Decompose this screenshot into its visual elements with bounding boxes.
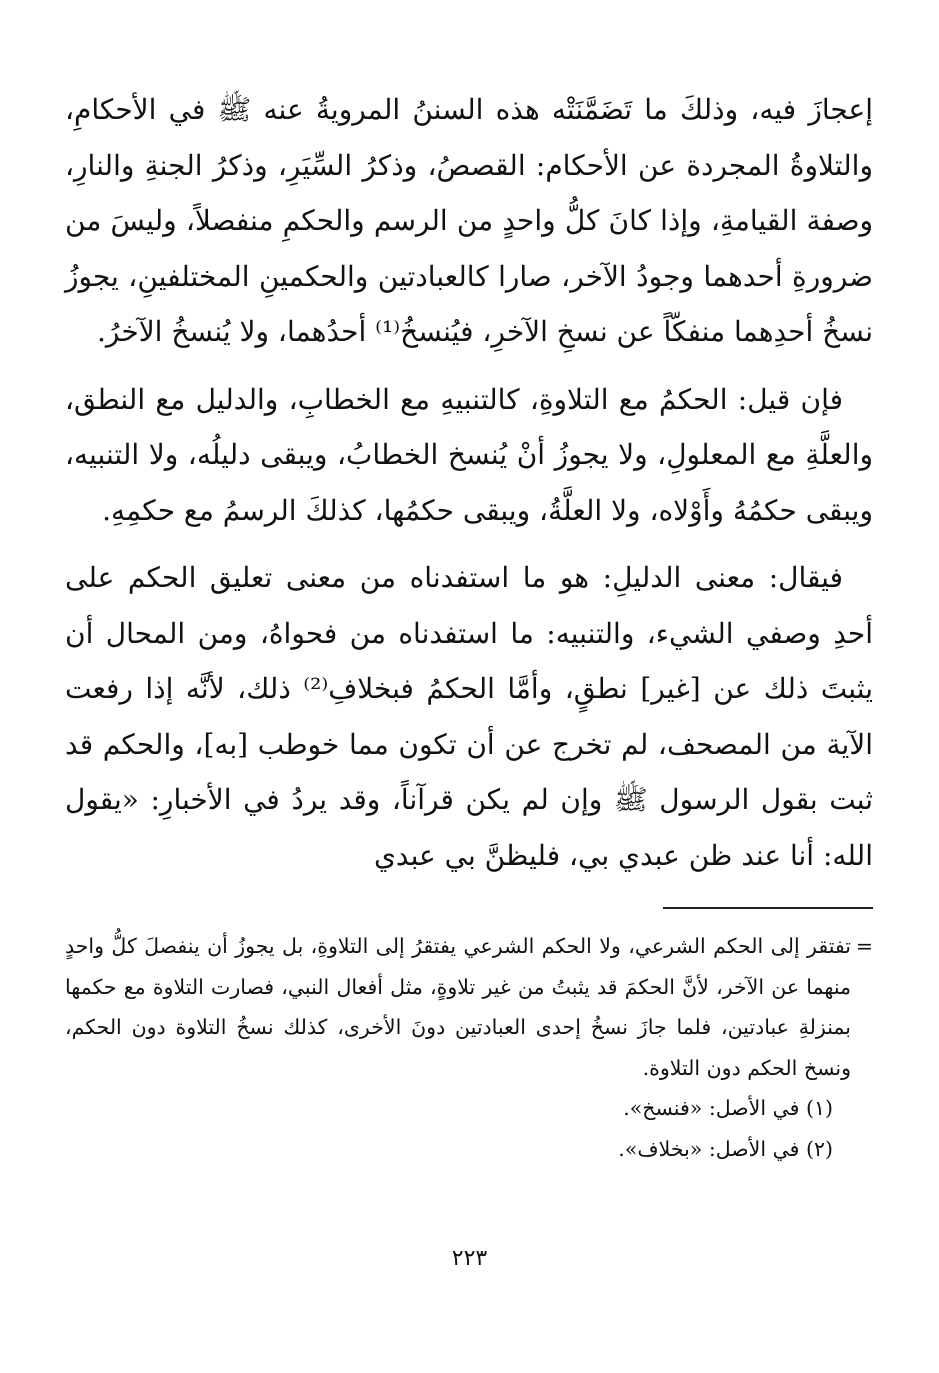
paragraph-1: إعجازَ فيه، وذلكَ ما تَضَمَّنَتْه هذه السننُ المرويةُ عنه ﷺ في الأحكامِ، والتلاوةُ المجردة عن الأحكام: القصصُ، وذكرُ السِّيَرِ، وذكرُ الجنةِ والنارِ، وصفة القيامةِ، وإذا كانَ كلُّ واحدٍ من الرسم والحكمِ منفصلاً، وليسَ من ضرورةِ أحدهما وجودُ الآخر، صارا كالعبادتين والحكمينِ المختلفينِ، يجوزُ نسخُ أحدِهما منفكّاً عن نسخِ الآخرِ، فيُنسخُ⁽¹⁾ أحدُهما، ولا يُنسخُ الآخرُ. [65, 93, 873, 348]
footnote-continuation [65, 926, 873, 1088]
continuation-text: تفتقر إلى الحكم الشرعي، ولا الحكم الشرعي يفتقرُ إلى التلاوةِ، بل يجوزُ أن ينفصلَ كلُّ واحدٍ منهما عن الآخر، لأنَّ الحكمَ قد يثبتُ من غير تلاوةٍ، مثل أفعال النبي، فصارت التلاوة مع حكمها بمنزلةِ عبادتين، فلما جازَ نسخُ إحدى العبادتين دونَ الأخرى، كذلك نسخُ التلاوة دون الحكم، ونسخ الحكم دون التلاوة. [65, 934, 851, 1080]
main-text [65, 82, 873, 895]
page-number: ٢٢٣ [451, 1246, 488, 1271]
footnote-separator [663, 907, 873, 909]
footnotes [65, 926, 873, 1169]
continuation-mark: = [855, 934, 873, 958]
paragraph-3: فيقال: معنى الدليلِ: هو ما استفدناه من معنى تعليق الحكم على أحدِ وصفي الشيء، والتنبيه: ما استفدناه من فحواهُ، ومن المحال أن يثبتَ ذلك عن [غير] نطقٍ، وأمَّا الحكمُ فبخلافِ⁽²⁾ ذلك، لأنَّه إذا رفعت الآية من المصحف، لم تخرج عن أن تكون مما خوطب [به]، والحكم قد ثبت بقول الرسول ﷺ وإن لم يكن قرآناً، وقد يردُ في الأخبارِ: «يقول الله: أنا عند ظن عبدي بي، فليظنَّ بي عبدي [65, 561, 873, 872]
footnote-1: (١) في الأصل: «فنسخ». [623, 1096, 833, 1120]
paragraph-2: فإن قيل: الحكمُ مع التلاوةِ، كالتنبيهِ مع الخطابِ، والدليل مع النطق، والعلَّةِ مع المعلولِ، ولا يجوزُ أنْ يُنسخ الخطابُ، ويبقى دليلُه، ولا التنبيه، ويبقى حكمُهُ وأَوْلاه، ولا العلَّةُ، ويبقى حكمُها، كذلكَ الرسمُ مع حكمِهِ. [65, 382, 873, 527]
footnote-2: (٢) في الأصل: «بخلاف». [618, 1136, 833, 1161]
